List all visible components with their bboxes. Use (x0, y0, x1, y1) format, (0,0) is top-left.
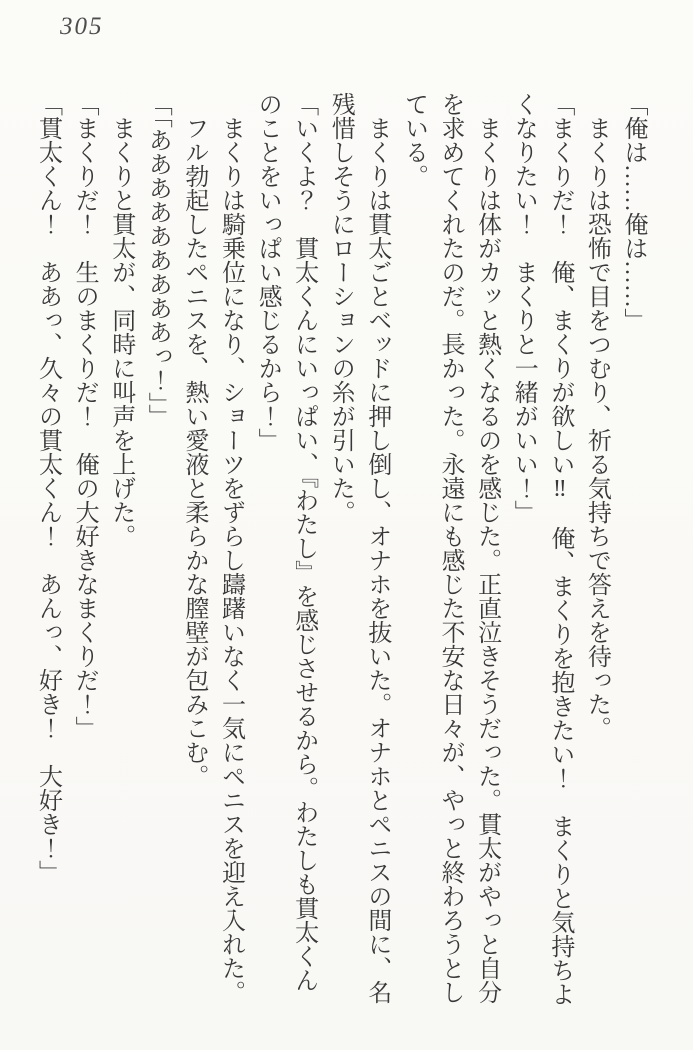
text-line: 「貫太くん！ ああっ、久々の貫太くん！ あんっ、好き！ 大好き！」 (34, 92, 61, 884)
text-line: 「俺は……俺は……」 (620, 92, 646, 332)
text-line: 「まくりだ！ 生のまくりだ！ 俺の大好きなまくりだ！」 (71, 92, 98, 740)
text-line: まくりは貫太ごとベッドに押し倒し、オナホを抜いた。オナホとペニスの間に、名 (363, 116, 390, 1004)
text-line: のことをいっぱい感じるから！」 (254, 92, 281, 452)
text-line: を求めてくれたのだ。長かった。永遠にも感じた不安な日々が、やっと終わろうとし (437, 92, 464, 1004)
text-line: まくりは恐怖で目をつむり、祈る気持ちで答えを待った。 (583, 116, 610, 740)
text-line: ている。 (400, 92, 427, 188)
text-line: フル勃起したペニスを、熱い愛液と柔らかな膣壁が包みこむ。 (180, 116, 207, 788)
text-line: 「まくりだ！ 俺、まくりが欲しい‼ 俺、まくりを抱きたい！ まくりと気持ちよ (546, 92, 573, 1006)
text-block (29, 92, 651, 1034)
text-line: まくりと貫太が、同時に叫声を上げた。 (107, 116, 134, 548)
page-number: 305 (60, 13, 104, 40)
text-line: 「「あああああああああっ！」」 (144, 92, 171, 428)
text-line: 残惜しそうにローションの糸が引いた。 (327, 92, 354, 524)
text-line: 「いくよ？ 貫太くんにいっぱい、『わたし』を感じさせるから。わたしも貫太くん (290, 92, 317, 992)
text-line: まくりは体がカッと熱くなるのを感じた。正直泣きそうだった。貫太がやっと自分 (473, 116, 500, 1004)
text-line: まくりは騎乗位になり、ショーツをずらし躊躇いなく一気にペニスを迎え入れた。 (217, 116, 244, 1004)
text-line: くなりたい！ まくりと一緒がいい！」 (510, 92, 537, 524)
